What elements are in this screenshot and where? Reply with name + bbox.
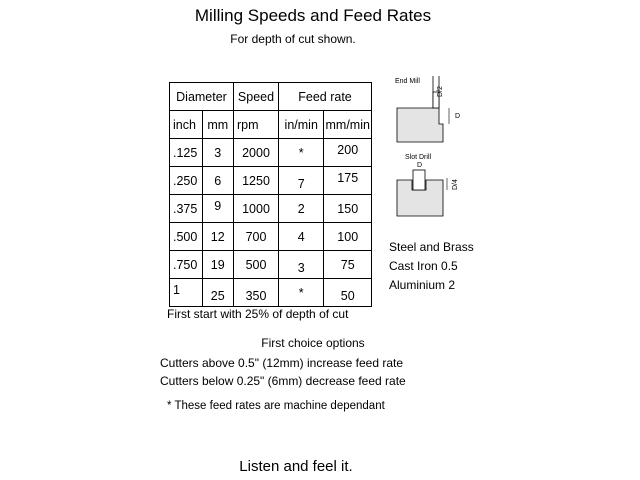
page-title: Milling Speeds and Feed Rates [194,6,432,25]
choices-heading: First choice options [261,336,365,350]
cell-rpm: 1000 [234,195,279,223]
table-row [170,223,372,251]
end-mill-label: End Mill [395,78,420,85]
cell-mm: 3 [202,139,234,167]
cell-mm-min [324,167,372,195]
cell-mm-value: 9 [214,198,222,213]
unit-inch: inch [170,111,203,139]
cell-in-min: 4 [279,223,324,251]
cell-rpm: 700 [234,223,279,251]
cell-mm: 12 [202,223,234,251]
material-steel-brass: Steel and Brass [389,240,474,254]
unit-rpm: rpm [234,111,279,139]
slot-drill-label: Slot Drill [405,154,432,161]
page-subtitle: For depth of cut shown. [230,32,356,46]
cell-mm-min: 100 [324,223,372,251]
cell-mm-min-value: 50 [340,288,355,303]
end-mill-dim-label: D [455,113,461,120]
diameter-header: Diameter [170,83,234,111]
cell-in-min [279,251,324,279]
cell-mm-min [324,279,372,307]
cell-inch-value: 1 [173,282,180,297]
cell-inch: .375 [170,195,203,223]
cell-in-min [279,167,324,195]
unit-in-min: in/min [279,111,324,139]
cell-rpm: 1250 [234,167,279,195]
cell-inch: .500 [170,223,203,251]
table-row [170,195,372,223]
cell-mm-min: 150 [324,195,372,223]
slot-drill-cutter [413,170,425,190]
table-row [170,167,372,195]
footnote: * These feed rates are machine dependant [167,400,385,412]
cell-in-min-value: 3 [297,260,305,275]
table-units-row [170,111,372,139]
speed-header: Speed [234,83,279,111]
cell-mm-min [324,139,372,167]
cell-inch: .250 [170,167,203,195]
table-row [170,251,372,279]
table-header-row [170,83,372,111]
cell-mm [202,195,234,223]
cell-inch: .125 [170,139,203,167]
feed-rate-header: Feed rate [279,83,372,111]
cell-mm-min: 75 [324,251,372,279]
first-start-note: First start with 25% of depth of cut [167,307,349,321]
cell-rpm: 500 [234,251,279,279]
cell-mm: 6 [202,167,234,195]
footer-text: Listen and feel it. [239,458,353,475]
cell-rpm: 2000 [234,139,279,167]
cell-inch [170,279,203,307]
unit-mm-min: mm/min [324,111,372,139]
table-row [170,139,372,167]
cell-rpm [234,279,279,307]
table-row [170,279,372,307]
speeds-table [169,82,372,307]
cell-mm [202,279,234,307]
end-mill-depth-label: D/2 [437,86,444,97]
cell-in-min: * [279,139,324,167]
cell-rpm-value: 350 [245,288,267,303]
cell-mm-value: 25 [210,288,225,303]
cell-mm-min-value: 175 [337,170,359,185]
choice-option-1: Cutters above 0.5" (12mm) increase feed rate [160,356,404,370]
material-aluminium: Aluminium 2 [389,278,456,292]
cutter-diagrams [385,72,475,232]
choice-option-2: Cutters below 0.25" (6mm) decrease feed rate [160,374,406,388]
cell-mm-min-value: 200 [337,142,359,157]
cell-in-min: * [279,279,324,307]
material-cast-iron: Cast Iron 0.5 [389,259,458,273]
cell-mm: 19 [202,251,234,279]
cell-inch: .750 [170,251,203,279]
cell-in-min-value: 7 [297,176,305,191]
slot-drill-dim-label: D [417,162,423,169]
end-mill-workpiece [397,108,443,142]
slot-drill-depth-label: D/4 [452,179,459,190]
unit-mm: mm [202,111,234,139]
cell-in-min: 2 [279,195,324,223]
